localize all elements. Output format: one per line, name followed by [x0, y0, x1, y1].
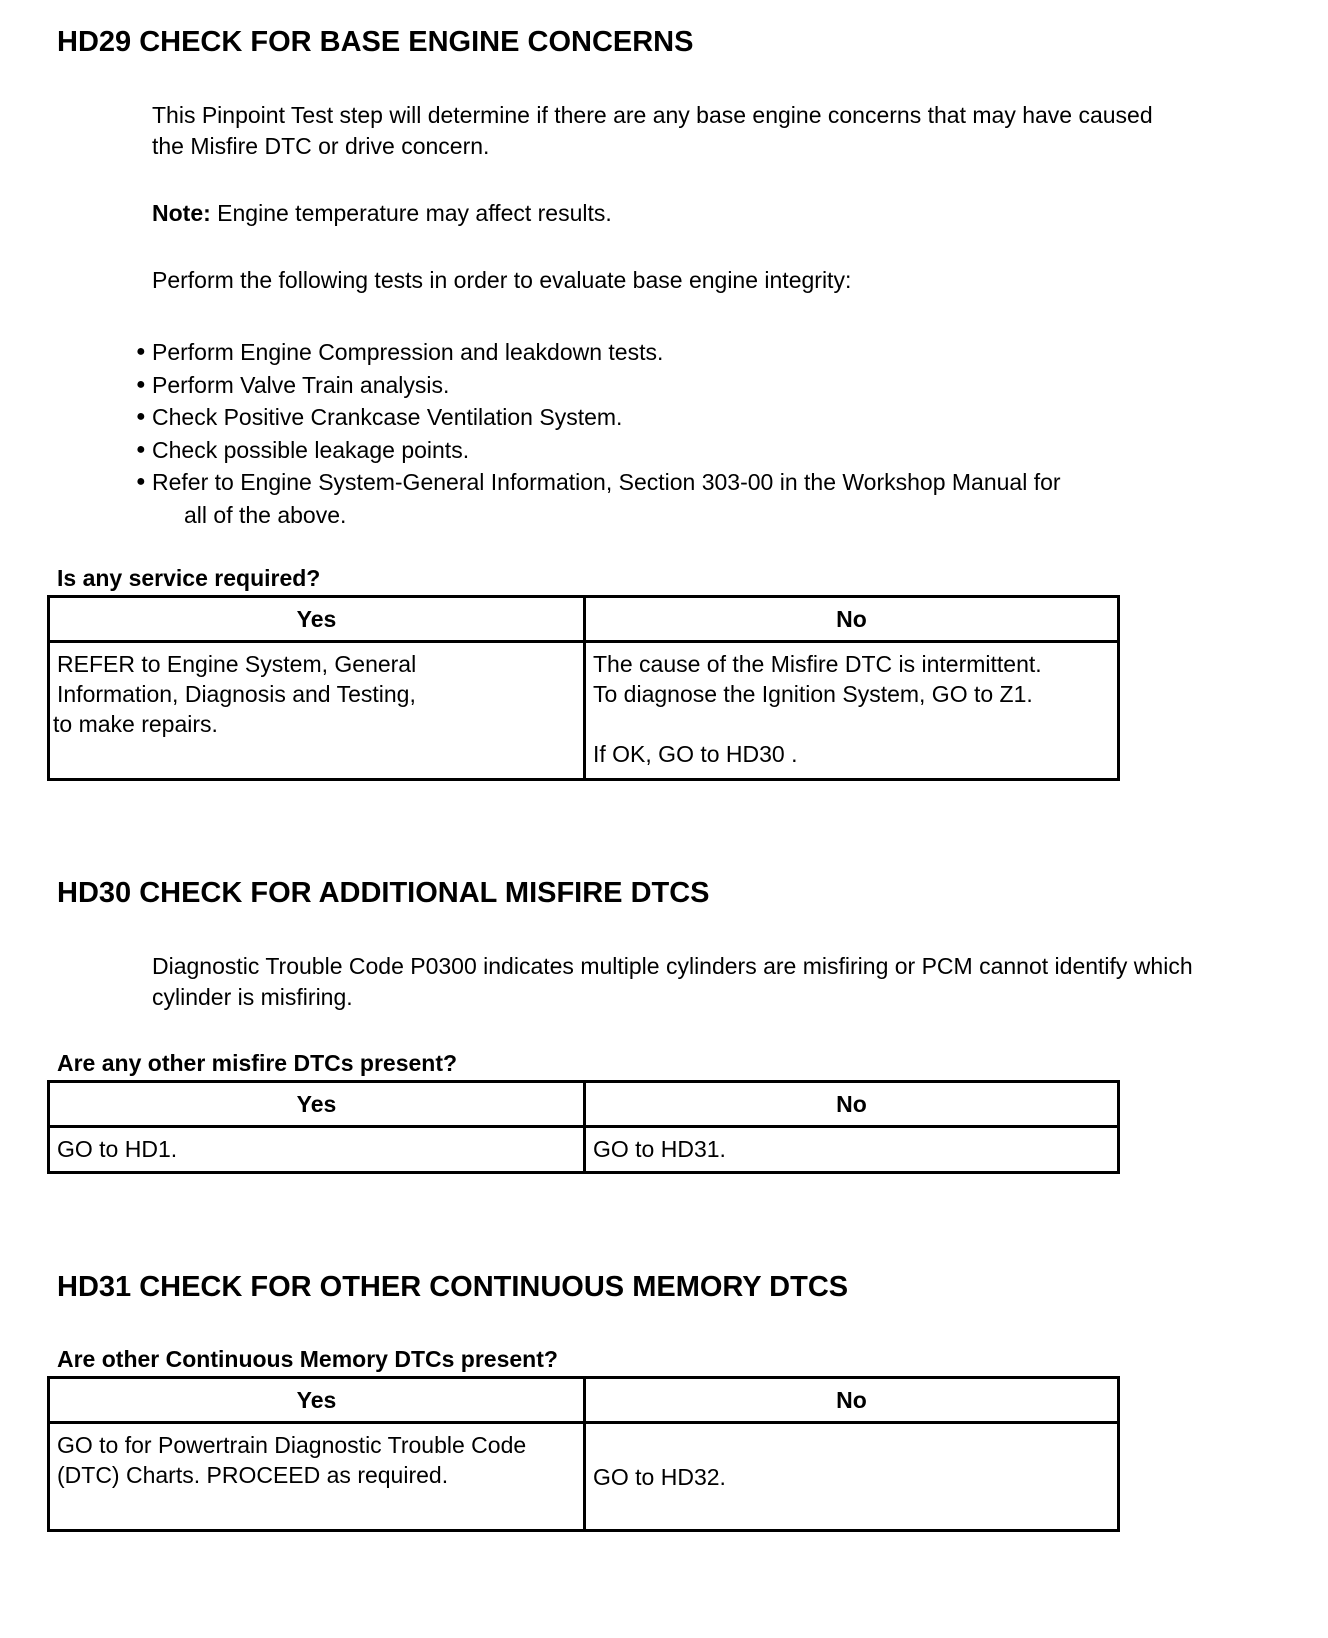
hd31-question: Are other Continuous Memory DTCs present?	[57, 1346, 558, 1372]
hd29-instruction: Perform the following tests in order to evaluate base engine integrity:	[152, 267, 852, 293]
note-label: Note:	[152, 200, 211, 226]
yes-cell: REFER to Engine System, General Information, Diagnosis and Testing, to make repairs.	[49, 642, 585, 780]
note-text: Engine temperature may affect results.	[210, 200, 612, 226]
list-item: ● Refer to Engine System-General Information, Section 303-00 in the Workshop Manual for all of the above.	[136, 466, 1236, 531]
list-item: ● Check possible leakage points.	[136, 434, 1236, 467]
yes-cell: GO to for Powertrain Diagnostic Trouble Code (DTC) Charts. PROCEED as required.	[49, 1423, 585, 1531]
no-header: No	[585, 597, 1119, 642]
section-title-hd29: HD29 CHECK FOR BASE ENGINE CONCERNS	[57, 26, 694, 58]
list-item: ● Perform Valve Train analysis.	[136, 369, 1236, 402]
hd30-decision-table	[47, 1080, 1120, 1174]
list-item: ● Check Positive Crankcase Ventilation System.	[136, 401, 1236, 434]
hd29-decision-table	[47, 595, 1120, 781]
hd30-question: Are any other misfire DTCs present?	[57, 1050, 458, 1076]
hd30-intro: Diagnostic Trouble Code P0300 indicates multiple cylinders are misfiring or PCM cannot identify which cylinder is misfiring.	[152, 953, 1193, 1010]
bullet-icon: ●	[136, 375, 146, 393]
section-title-hd30: HD30 CHECK FOR ADDITIONAL MISFIRE DTCS	[57, 877, 710, 909]
section-title-hd31: HD31 CHECK FOR OTHER CONTINUOUS MEMORY DTCS	[57, 1271, 849, 1303]
list-item-continuation: all of the above.	[184, 501, 347, 528]
bullet-icon: ●	[136, 408, 146, 425]
list-item: ● Perform Engine Compression and leakdown tests.	[136, 336, 1236, 369]
bullet-icon: ●	[136, 343, 146, 360]
yes-cell: GO to HD1.	[49, 1127, 585, 1173]
hd29-no-followup: If OK, GO to HD30 .	[593, 741, 798, 767]
hd31-decision-table	[47, 1376, 1120, 1532]
hd29-test-list	[136, 336, 1236, 531]
no-header: No	[585, 1378, 1119, 1423]
bullet-icon: ●	[136, 440, 146, 458]
no-cell: The cause of the Misfire DTC is intermittent. To diagnose the Ignition System, GO to Z1. If OK, GO to HD30 .	[585, 642, 1119, 780]
no-header: No	[585, 1082, 1119, 1127]
yes-header: Yes	[49, 1082, 585, 1127]
no-cell: GO to HD32.	[585, 1423, 1119, 1531]
yes-header: Yes	[49, 597, 585, 642]
no-cell: GO to HD31.	[585, 1127, 1119, 1173]
hd29-intro: This Pinpoint Test step will determine if there are any base engine concerns that may have caused the Misfire DTC or drive concern.	[152, 102, 1153, 159]
hd29-note	[152, 198, 1232, 229]
hd29-question: Is any service required?	[57, 565, 321, 591]
bullet-icon: ●	[136, 473, 146, 490]
yes-header: Yes	[49, 1378, 585, 1423]
